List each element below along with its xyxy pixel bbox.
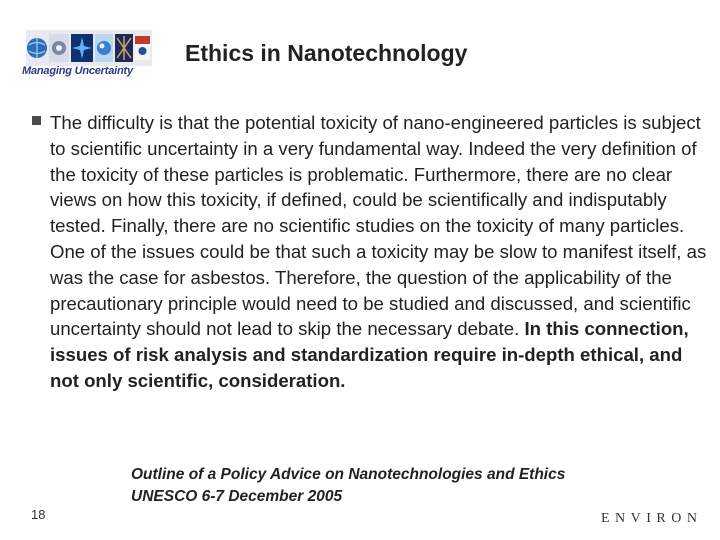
bullet-bold-text: In this connection, issues of risk analysis and standardization require in-depth ethical, and not only scientific, consideration. [50,318,689,391]
page-number: 18 [31,507,46,522]
environ-brand-logo: ENVIRON [601,511,703,526]
slide-title: Ethics in Nanotechnology [185,40,468,66]
flag-icon [135,36,150,60]
lattice-icon [115,34,133,62]
blue-star-icon [71,34,93,62]
bullet-body-text: The difficulty is that the potential toxicity of nano-engineered particles is subject to scientific uncertainty in a very fundamental way. Indeed the very definition of the toxicity of these particles is problematic. Furthermore, there are no clear views on how this toxicity, if defined, could be scientifically and indisputably tested. Finally, there are no scientific studies on the toxicity of many particles. One of the issues could be that such a toxicity may be slow to manifest itself, as was the case for asbestos. Therefore, the question of the applicability of the precautionary principle would need to be studied and discussed, and scientific uncertainty should not lead to skip the necessary debate. [50,112,707,340]
source-line-1: Outline of a Policy Advice on Nanotechnologies and Ethics [131,466,566,483]
bullet-paragraph [50,110,708,394]
logo-label: Managing Uncertainty [22,65,133,77]
source-citation [131,464,565,508]
logo-image-strip [26,30,152,66]
nano-cell-icon [49,34,69,62]
blue-particle-icon [95,34,113,62]
source-line-2: UNESCO 6-7 December 2005 [131,488,343,505]
square-bullet-icon [32,116,41,125]
globe-icon [27,38,47,58]
managing-uncertainty-logo [22,30,152,82]
